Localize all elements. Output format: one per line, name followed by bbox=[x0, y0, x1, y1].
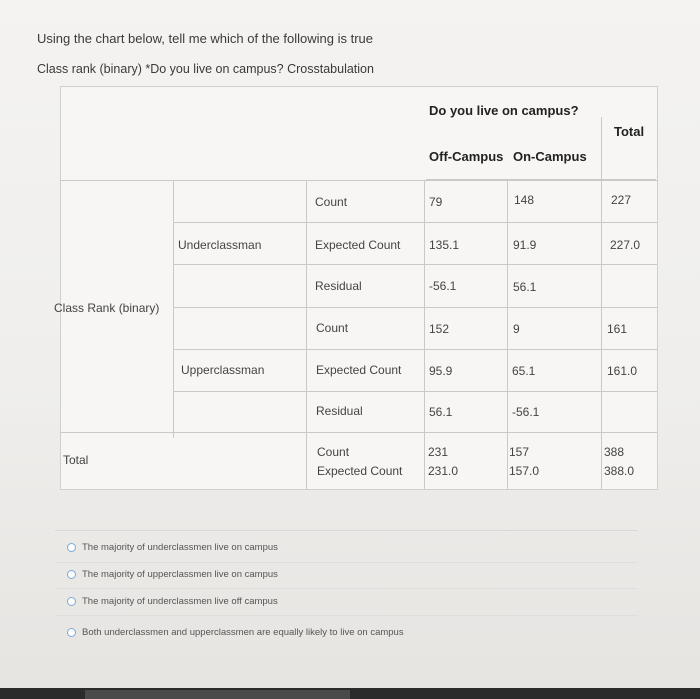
on-campus-header: On-Campus bbox=[513, 149, 587, 164]
radio-button[interactable] bbox=[67, 597, 76, 606]
table-cell: 161.0 bbox=[607, 364, 638, 378]
answer-option-label: Both underclassmen and upperclassmen are equally likely to live on campus bbox=[82, 627, 404, 638]
table-cell: -56.1 bbox=[512, 405, 540, 419]
statistic-label: Residual bbox=[315, 279, 362, 293]
radio-button[interactable] bbox=[67, 543, 76, 552]
table-cell: 9 bbox=[513, 322, 520, 336]
grid-line bbox=[173, 391, 657, 392]
statistic-label: Count bbox=[317, 445, 350, 459]
grid-line bbox=[306, 180, 307, 489]
table-cell: 231 bbox=[428, 445, 449, 459]
table-cell: 65.1 bbox=[512, 364, 536, 378]
total-column-header: Total bbox=[614, 124, 645, 139]
table-cell: 157.0 bbox=[509, 464, 540, 478]
grid-line bbox=[173, 349, 657, 350]
upperclassman-label: Upperclassman bbox=[181, 363, 265, 377]
table-cell: 388.0 bbox=[604, 464, 635, 478]
statistic-label: Count bbox=[315, 195, 348, 209]
grid-line bbox=[507, 180, 508, 489]
grid-line bbox=[173, 307, 657, 308]
answer-option-label: The majority of upperclassmen live on campus bbox=[82, 569, 278, 580]
table-caption: Class rank (binary) *Do you live on campus? Crosstabulation bbox=[37, 62, 374, 76]
column-group-header: Do you live on campus? bbox=[429, 103, 579, 118]
table-cell: 388 bbox=[604, 445, 625, 459]
table-cell: 231.0 bbox=[428, 464, 459, 478]
answer-option[interactable] bbox=[67, 627, 404, 638]
table-cell: 135.1 bbox=[429, 238, 460, 252]
grid-line bbox=[424, 180, 425, 489]
option-divider bbox=[55, 615, 638, 616]
grid-line bbox=[61, 432, 657, 433]
answer-option[interactable] bbox=[67, 569, 278, 580]
option-divider bbox=[55, 562, 638, 563]
radio-button[interactable] bbox=[67, 570, 76, 579]
table-cell: 227 bbox=[611, 193, 632, 207]
answer-option[interactable] bbox=[67, 542, 278, 553]
total-row-label: Total bbox=[63, 453, 89, 467]
answer-options bbox=[55, 530, 638, 656]
answer-option-label: The majority of underclassmen live off campus bbox=[82, 596, 278, 607]
underclassman-label: Underclassman bbox=[178, 238, 262, 252]
radio-button[interactable] bbox=[67, 628, 76, 637]
table-cell: 227.0 bbox=[610, 238, 641, 252]
crosstab-table bbox=[54, 86, 658, 490]
row-group-label: Class Rank (binary) bbox=[54, 301, 160, 315]
statistic-label: Expected Count bbox=[317, 464, 403, 478]
statistic-label: Residual bbox=[316, 404, 363, 418]
statistic-label: Count bbox=[316, 321, 349, 335]
bottom-bar bbox=[0, 688, 700, 699]
table-cell: 157 bbox=[509, 445, 530, 459]
answer-option[interactable] bbox=[67, 596, 278, 607]
grid-line bbox=[173, 264, 657, 265]
table-cell: 91.9 bbox=[513, 238, 537, 252]
table-cell: 56.1 bbox=[429, 405, 453, 419]
table-cell: 95.9 bbox=[429, 364, 453, 378]
option-divider bbox=[55, 588, 638, 589]
off-campus-header: Off-Campus bbox=[429, 149, 504, 164]
grid-line bbox=[61, 180, 657, 181]
grid-line bbox=[173, 180, 174, 438]
grid-line bbox=[173, 222, 657, 223]
table-cell: -56.1 bbox=[429, 279, 457, 293]
table-cell: 152 bbox=[429, 322, 450, 336]
statistic-label: Expected Count bbox=[316, 363, 402, 377]
answer-option-label: The majority of underclassmen live on campus bbox=[82, 542, 278, 553]
statistic-label: Expected Count bbox=[315, 238, 401, 252]
table-cell: 79 bbox=[429, 195, 443, 209]
table-cell: 161 bbox=[607, 322, 628, 336]
grid-line bbox=[601, 117, 602, 489]
table-cell: 56.1 bbox=[513, 280, 537, 294]
bottom-tab bbox=[85, 690, 350, 699]
question-text: Using the chart below, tell me which of the following is true bbox=[37, 31, 374, 46]
table-cell: 148 bbox=[514, 193, 535, 207]
